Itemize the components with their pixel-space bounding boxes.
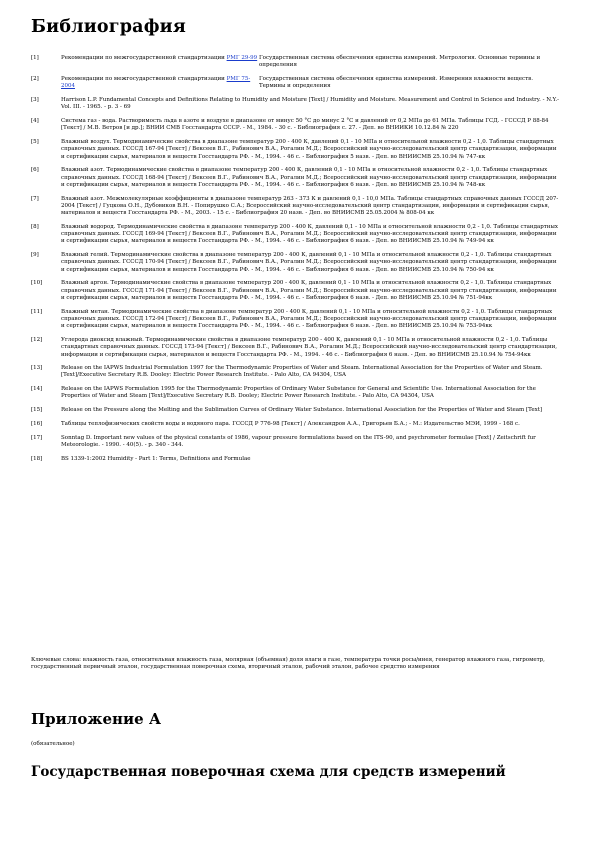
reference-item — [31, 76, 561, 91]
reference-item — [31, 421, 561, 428]
reference-item — [31, 309, 561, 331]
reference-link-rmg-75-2004[interactable]: РМГ 75-2004 — [61, 75, 251, 90]
reference-text: Влажный воздух. Термодинамические свойства в диапазоне температур 200 - 400 К, давлений 0,1 - 10 МПа и относительной влажности 0,2 - 1,0. Таблицы стандартных справочных данных. ГСССД 167-94 [Текст] / Вексеев В.Г., Рабинович В.А., Рогалин М.Д.; Всероссийский научно-исследовательский центр стандартизации, информации и сертификации сырья, материалов и веществ Госстандарта РФ. - М., 1994. - 46 с. - Библиография 5 назв. - Деп. во ВНИИСМВ 25.10.94 № 747-кк — [61, 138, 557, 160]
reference-number: [10] — [31, 280, 43, 287]
reference-number: [16] — [31, 420, 43, 427]
reference-item — [31, 196, 561, 218]
bibliography-title: Библиография — [31, 17, 186, 37]
reference-number: [1] — [31, 55, 39, 61]
reference-item — [31, 337, 561, 359]
reference-text: BS 1339-1:2002 Humidity - Part 1: Terms, Definitions and Formulae — [61, 455, 251, 462]
reference-document-title: Государственная система обеспечения единства измерений. Измерения влажности веществ. Термины и определения — [259, 75, 533, 90]
reference-document-type — [61, 55, 259, 70]
reference-number: [3] — [31, 96, 39, 103]
reference-text: Sonntag D. Important new values of the physical constants of 1986, vapour pressure formulations based on the ITS-90, and psychrometer formulae [Text] / Zeitschrift fur Meteorologie. - 1990. - 40(5). - p. 340 - 344. — [61, 434, 536, 448]
reference-number: [15] — [31, 407, 43, 414]
reference-document-title: Государственная система обеспечения единства измерений. Метрология. Основные термины и определения — [259, 55, 541, 69]
reference-number: [17] — [31, 434, 43, 441]
reference-item — [31, 139, 561, 161]
reference-number: [14] — [31, 386, 43, 393]
reference-text: Влажный аргон. Термодинамические свойства в диапазоне температур 200 - 400 К, давлений 0,1 - 10 МПа и относительной влажности 0,2 - 1,0. Таблицы стандартных справочных данных. ГСССД 171-94 [Текст] / Вексеев В.Г., Рабинович В.А., Рогалин М.Д.; Всероссийский научно-исследовательский центр стандартизации, информации и сертификации сырья, материалов и веществ Госстандарта РФ. - М., 1994. - 46 с. - Библиография 6 назв. - Деп. во ВНИИСМВ 25.10.94 № 751-94кк — [61, 280, 557, 301]
reference-text: Углерода диоксид влажный. Термодинамические свойства в диапазоне температур 200 - 400 К, давлений 0,1 - 10 МПа и относительной влажности 0,2 - 1,0. Таблицы стандартных справочных данных. ГСССД 173-94 [Текст] / Вексеев В.Г., Рабинович В.А., Рогалин М.Д.; Всероссийский научно-исследовательский центр стандартизации, информации и сертификации сырья, материалов и веществ Госстандарта РФ. - М., 1994. - 46 с. - Библиография 6 назв. - Деп. во ВНИИСМВ 25.10.94 № 754-94кк — [61, 336, 558, 358]
appendix-heading: Государственная поверочная схема для средств измерений — [31, 764, 506, 780]
reference-item — [31, 386, 561, 401]
reference-number: [7] — [31, 195, 39, 202]
reference-document-label: Рекомендации по межгосударственной стандартизации — [61, 75, 227, 82]
appendix-title: Приложение А — [31, 710, 162, 728]
reference-item — [31, 280, 561, 302]
reference-number: [4] — [31, 117, 39, 124]
reference-number: [2] — [31, 75, 39, 82]
reference-document-label: Рекомендации по межгосударственной стандартизации — [61, 55, 227, 61]
reference-number: [18] — [31, 455, 43, 462]
reference-number: [8] — [31, 223, 39, 230]
reference-item — [31, 55, 561, 70]
keywords-paragraph: Ключевые слова: влажность газа, относительная влажность газа, молярная (объемная) доля влаги в газе, температура точки росы/инея, генератор влажного газа, гигрометр, государственный первичный эталон, государственная поверочная схема, вторичный эталон, рабочий эталон, рабочее средство измерения — [31, 657, 545, 671]
reference-text: Влажный метан. Термодинамические свойства в диапазоне температур 200 - 400 К, давлений 0,1 - 10 МПа и относительной влажности 0,2 - 1,0. Таблицы стандартных справочных данных. ГСССД 172-94 [Текст] / Вексеев В.Г., Рабинович В.А., Рогалин М.Д.; Всероссийский научно-исследовательский центр стандартизации, информации и сертификации сырья, материалов и веществ Госстандарта РФ. - М., 1994. - 46 с. - Библиография 6 назв. - Деп. во ВНИИСМВ 25.10.94 № 753-94кк — [61, 308, 557, 330]
reference-item — [31, 118, 561, 133]
reference-number: [13] — [31, 365, 43, 372]
reference-text: Влажный водород. Термодинамические свойства в диапазоне температур 200 - 400 К, давлений 0,1 - 10 МПа и относительной влажности 0,2 - 1,0. Таблицы стандартных справочных данных. ГСССД 169-94 [Текст] / Вексеев В.Г., Рабинович В.А., Рогалин М.Д.; Всероссийский научно-исследовательский центр стандартизации, информации и сертификации сырья, материалов и веществ Госстандарта РФ. - М., 1994. - 46 с. - Библиография 6 назв. - Деп. во ВНИИСМВ 25.10.94 № 749-94 кк — [61, 223, 558, 245]
reference-item — [31, 252, 561, 274]
reference-number: [5] — [31, 138, 39, 145]
reference-text: Release on the Pressure along the Melting and the Sublimation Curves of Ordinary Water Substance. International Association for the Properties of Water and Steam [Text] — [61, 407, 543, 414]
reference-document-type — [61, 76, 259, 91]
reference-item — [31, 97, 561, 112]
reference-item — [31, 435, 561, 450]
reference-list — [31, 55, 561, 469]
reference-text: Влажный азот. Межмолекулярные коэффициенты в диапазоне температур 263 - 373 К и давлений 0,1 - 10,0 МПа. Таблицы стандартных справочных данных ГСССД 207-2004 [Текст] / Гуцкова О.Н., Дубовиков В.Н. - Попирушко С.А.; Всероссийский научно-исследовательский центр стандартизации, информации и сертификации сырья, материалов и веществ Госстандарта РФ. - М., 2003. - 15 с. - Библиография 20 назв. - Деп. во ВНИИСМВ 25.05.2004 № 808-04 кк — [61, 195, 559, 217]
appendix-subtitle: (обязательное) — [31, 741, 75, 747]
reference-number: [6] — [31, 167, 39, 174]
reference-link-rmg-29-99[interactable]: РМГ 29-99 — [226, 55, 258, 61]
reference-number: [11] — [31, 308, 43, 315]
reference-text: Release on the IAPWS Industrial Formulation 1997 for the Thermodynamic Properties of Water and Steam. International Association for the Properties of Water and Steam.[Text]/Executive Secretary R.B. Dooley: Electric Power Research Institute. - Palo Alto, CA 94304, USA — [61, 365, 543, 379]
reference-text: Влажный гелий. Термодинамические свойства в диапазоне температур 200 - 400 К, давлений 0,1 - 10 МПа и относительной влажности 0,2 - 1,0. Таблицы стандартных справочных данных. ГСССД 170-94 [Текст] / Вексеев В.Г., Рабинович В.А., Рогалин М.Д.; Всероссийский научно-исследовательский центр стандартизации, информации и сертификации сырья, материалов и веществ Госстандарта РФ. - М., 1994. - 46 с. - Библиография 6 назв. - Деп. во ВНИИСМВ 25.10.94 № 750-94 кк — [61, 252, 557, 273]
reference-item — [31, 167, 561, 189]
reference-text: Harrison L.P. Fundamental Concepts and Definitions Relating to Humidity and Moisture [Text] / Humidity and Moisture. Measurement and Control in Science and Industry. - N.Y.-Vol. III. - 1965. - p. 3 - 69 — [61, 96, 560, 111]
reference-number: [9] — [31, 252, 39, 259]
reference-item — [31, 456, 561, 463]
reference-item — [31, 224, 561, 246]
reference-text: Система газ - вода. Растворимость льда в азоте и воздухе в диапазоне от минус 50 °С до минус 2 °С и давлений от 0,2 МПа до 61 МПа. Таблицы ГСД. - ГСССД Р 88-84 [Текст] / М.В. Ветров [и др.]; ВНИИ СМВ Госстандарта СССР. - М., 1984. - 30 с. - Библиография с. 27. - Деп. во ВНИИКИ 10.12.84 № 220 — [61, 117, 549, 132]
reference-text: Release on the IAPWS Formulation 1995 for the Thermodynamic Properties of Ordinary Water Substance for General and Scientific Use. International Association for the Properties of Water and Steam [Text]/Executive Secretary R.B. Dooley; Electric Power Research Institute. - Palo Alto, CA 94304, USA — [61, 386, 536, 400]
reference-text: Таблицы теплофизических свойств воды и водяного пара. ГСССД Р 776-98 [Текст] / Александров А.А., Григорьев Б.А.; - М.: Издательство МЭИ, 1999 - 168 с. — [61, 420, 520, 427]
reference-item — [31, 365, 561, 380]
reference-number: [12] — [31, 336, 43, 343]
reference-text: Влажный азот. Термодинамические свойства в диапазоне температур 200 - 400 К, давлений 0,1 - 10 МПа и относительной влажности 0,2 - 1,0. Таблицы стандартных справочных данных. ГСССД 168-94 [Текст] / Вексеев В.Г., Рабинович В.А., Рогалин М.Д.; Всероссийский научно-исследовательский центр стандартизации, информации и сертификации сырья, материалов и веществ Госстандарта РФ. - М., 1994. - 46 с. - Библиография 6 назв. - Деп. во ВНИИСМВ 25.10.94 № 748-кк — [61, 167, 557, 188]
reference-item — [31, 407, 561, 414]
